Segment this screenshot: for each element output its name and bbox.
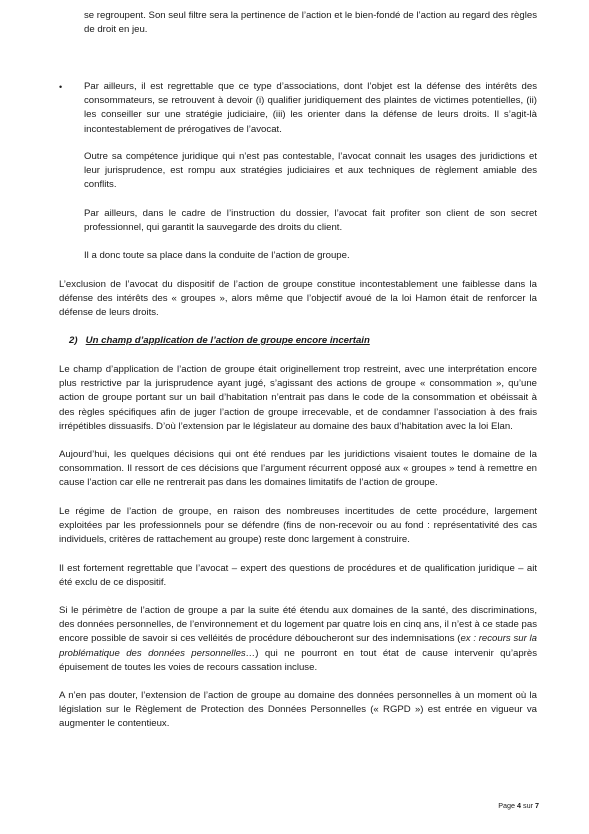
paragraph-perimetre [59, 604, 537, 675]
perimetre-example: ex : recours sur la problématique des données personnelles… [59, 633, 537, 659]
page-footer [498, 801, 539, 811]
paragraph-champ: Le champ d’application de l’action de groupe était originellement trop restreint, avec une interprétation encore plus restrictive par la jurisprudence ayant jugé, s’agissant des actions de groupe « consommation », qu’une action de groupe portant sur un bail d’habitation n’entrait pas dans le code de la consommation et obéissait à des règles spécifiques afin de juger l’action de groupe irrecevable, et de condamner l’association à des frais irrépétibles dissuasifs. D’où l’extension par le législateur au domaine des baux d’habitation avec la loi Elan. [59, 364, 537, 432]
paragraph-continuation: se regroupent. Son seul filtre sera la pertinence de l’action et le bien-fondé de l’action au regard des règles de droit en jeu. [84, 10, 537, 36]
paragraph-secret: Par ailleurs, dans le cadre de l’instruction du dossier, l’avocat fait profiter son client de son secret professionnel, qui garantit la sauvegarde des droits du client. [84, 208, 537, 234]
footer-total-pages: 7 [535, 801, 539, 810]
paragraph-competence: Outre sa compétence juridique qui n’est pas contestable, l’avocat connait les usages des juridictions et leur jurisprudence, est rompu aux stratégies judiciaires et aux techniques de règlement amiable des conflits. [84, 151, 537, 191]
section-title: Un champ d’application de l’action de groupe encore incertain [85, 335, 370, 346]
paragraph-exclusion: L’exclusion de l’avocat du dispositif de l’action de groupe constitue incontestablement une faiblesse dans la défense des intérêts des « groupes », alors même que l’objectif avoué de la loi Hamon était de renforcer la défense de leurs droits. [59, 279, 537, 319]
footer-page-number: 4 [517, 801, 521, 810]
paragraph-regrettable: Il est fortement regrettable que l’avocat – expert des questions de procédures et de qualification juridique – ait été exclu de ce dispositif. [59, 563, 537, 589]
bullet-icon: • [59, 82, 63, 92]
footer-separator: sur [523, 801, 533, 810]
paragraph-regime: Le régime de l’action de groupe, en raison des nombreuses incertitudes de cette procédure, largement exploitées par les professionnels pour se défendre (fins de non-recevoir ou au fond : représentativité des cas individuels, critères de rattachement au groupe) reste donc largement à construire. [59, 506, 537, 546]
paragraph-conclusion: Il a donc toute sa place dans la conduite de l’action de groupe. [84, 250, 350, 261]
section-number: 2) [69, 335, 78, 346]
footer-prefix: Page [498, 801, 515, 810]
section-heading [69, 334, 370, 348]
perimetre-text: Si le périmètre de l’action de groupe a par la suite été étendu aux domaines de la santé, des discriminations, des données personnelles, de l’environnement et du logement par quatre lois en cinq ans, il n’est à ce stade pas encore possible de savoir si ces velléités de procédure déboucheront sur des indemnisations ( [59, 605, 537, 645]
paragraph-aujourdhui: Aujourd’hui, les quelques décisions qui ont été rendues par les juridictions visaient toutes le domaine de la consommation. Il ressort de ces décisions que l’argument récurrent opposé aux « groupes » tend à remettre en cause l’action car elle ne rentrerait pas dans les domaines limitatifs de l’action de groupe. [59, 449, 537, 489]
paragraph-rgpd: A n’en pas douter, l’extension de l’action de groupe au domaine des données personnelles à un moment où la législation sur le Règlement de Protection des Données Personnelles (« RGPD ») est entrée en vigueur va augmenter le contentieux. [59, 690, 537, 730]
perimetre-text-end: ) qui ne pourront en tout état de cause intervenir qu’après épuisement de toutes les voies de recours cassation incluse. [59, 647, 537, 673]
paragraph-associations: Par ailleurs, il est regrettable que ce type d’associations, dont l’objet est la défense des intérêts des consommateurs, se retrouvent à devoir (i) qualifier juridiquement des plaintes de victimes potentielles, (ii) les conseiller sur une stratégie judiciaire, (iii) les orienter dans la défense de leurs droits. Il s’agit-là incontestablement de prérogatives de l’avocat. [84, 81, 537, 135]
